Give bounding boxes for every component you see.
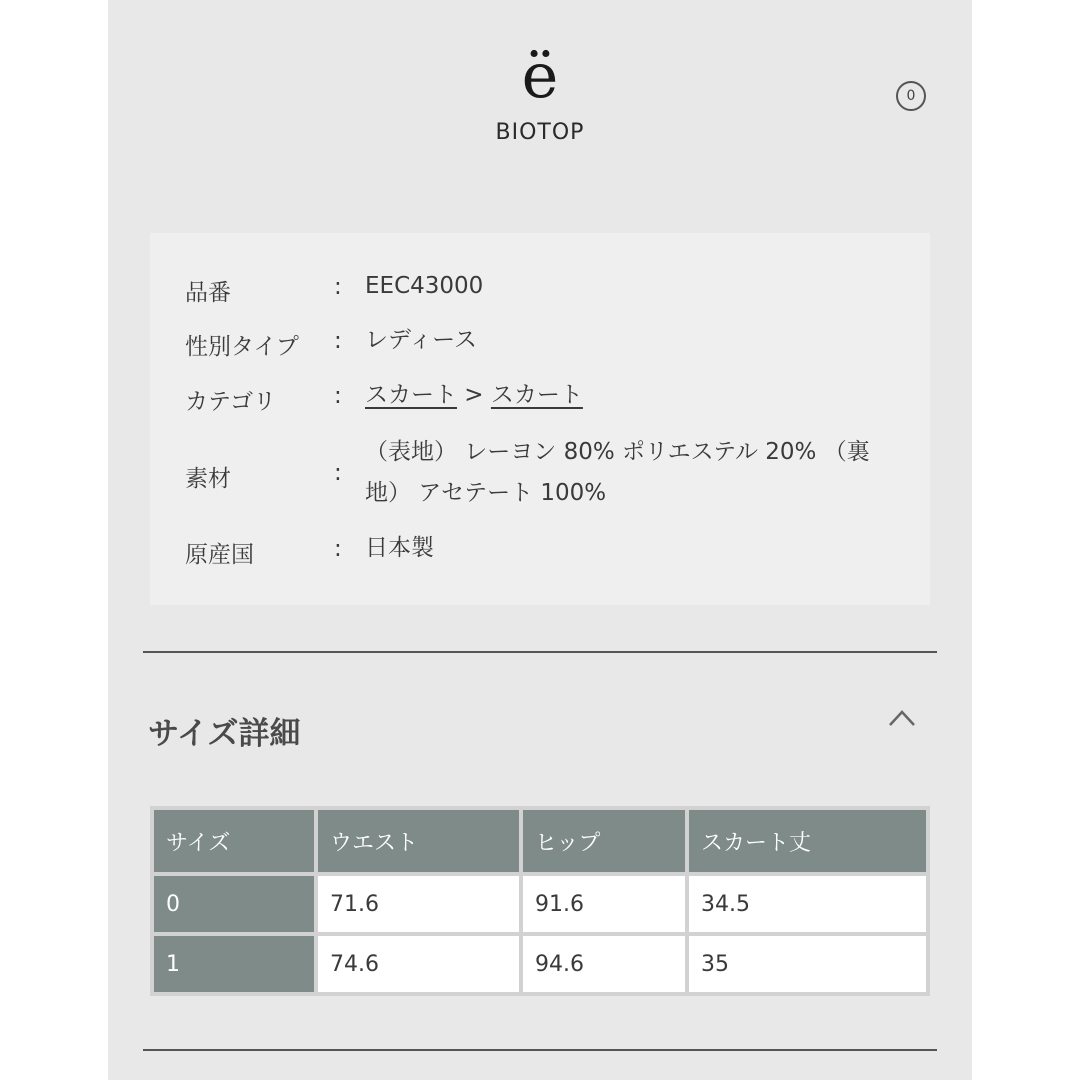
category-separator: > (457, 382, 491, 408)
category-link-child[interactable]: スカート (490, 382, 583, 408)
info-colon: : (334, 274, 342, 300)
size-section-title[interactable]: サイズ詳細 (148, 716, 301, 752)
cart-count-badge[interactable]: 0 (896, 81, 926, 111)
column-header: ヒップ (521, 808, 687, 874)
column-header: ウエスト (316, 808, 521, 874)
table-row (152, 874, 928, 934)
section-divider (143, 1049, 937, 1051)
info-label: 原産国 (185, 542, 254, 568)
brand-logo-text[interactable]: BIOTOP (495, 120, 585, 145)
section-divider (143, 651, 937, 653)
info-colon: : (334, 328, 342, 354)
size-cell: 0 (152, 874, 316, 934)
table-cell: 35 (687, 934, 928, 994)
info-colon: : (334, 383, 342, 409)
table-cell: 94.6 (521, 934, 687, 994)
info-label: 性別タイプ (185, 334, 299, 360)
size-cell: 1 (152, 934, 316, 994)
table-row (152, 934, 928, 994)
info-value: レディース (365, 327, 478, 353)
table-cell: 71.6 (316, 874, 521, 934)
category-link-parent[interactable]: スカート (365, 382, 457, 408)
product-info-box (150, 233, 930, 605)
table-cell: 34.5 (687, 874, 928, 934)
category-links (365, 375, 900, 416)
table-cell: 74.6 (316, 934, 521, 994)
size-table-header (152, 808, 928, 874)
info-value: （表地） レーヨン 80% ポリエステル 20% （裏地） アセテート 100% (365, 439, 870, 506)
info-colon: : (334, 536, 342, 562)
brand-logo-mark[interactable]: ë (521, 39, 559, 112)
info-label: 素材 (185, 466, 231, 492)
info-colon: : (334, 460, 342, 486)
column-header: サイズ (152, 808, 316, 874)
column-header: スカート丈 (687, 808, 928, 874)
size-table (150, 806, 930, 996)
table-cell: 91.6 (521, 874, 687, 934)
chevron-up-icon[interactable] (887, 706, 917, 728)
info-value: EEC43000 (365, 273, 484, 299)
info-label: カテゴリ (185, 389, 277, 415)
info-value: 日本製 (365, 535, 434, 561)
product-detail-page (108, 0, 972, 1080)
info-label: 品番 (185, 280, 231, 306)
